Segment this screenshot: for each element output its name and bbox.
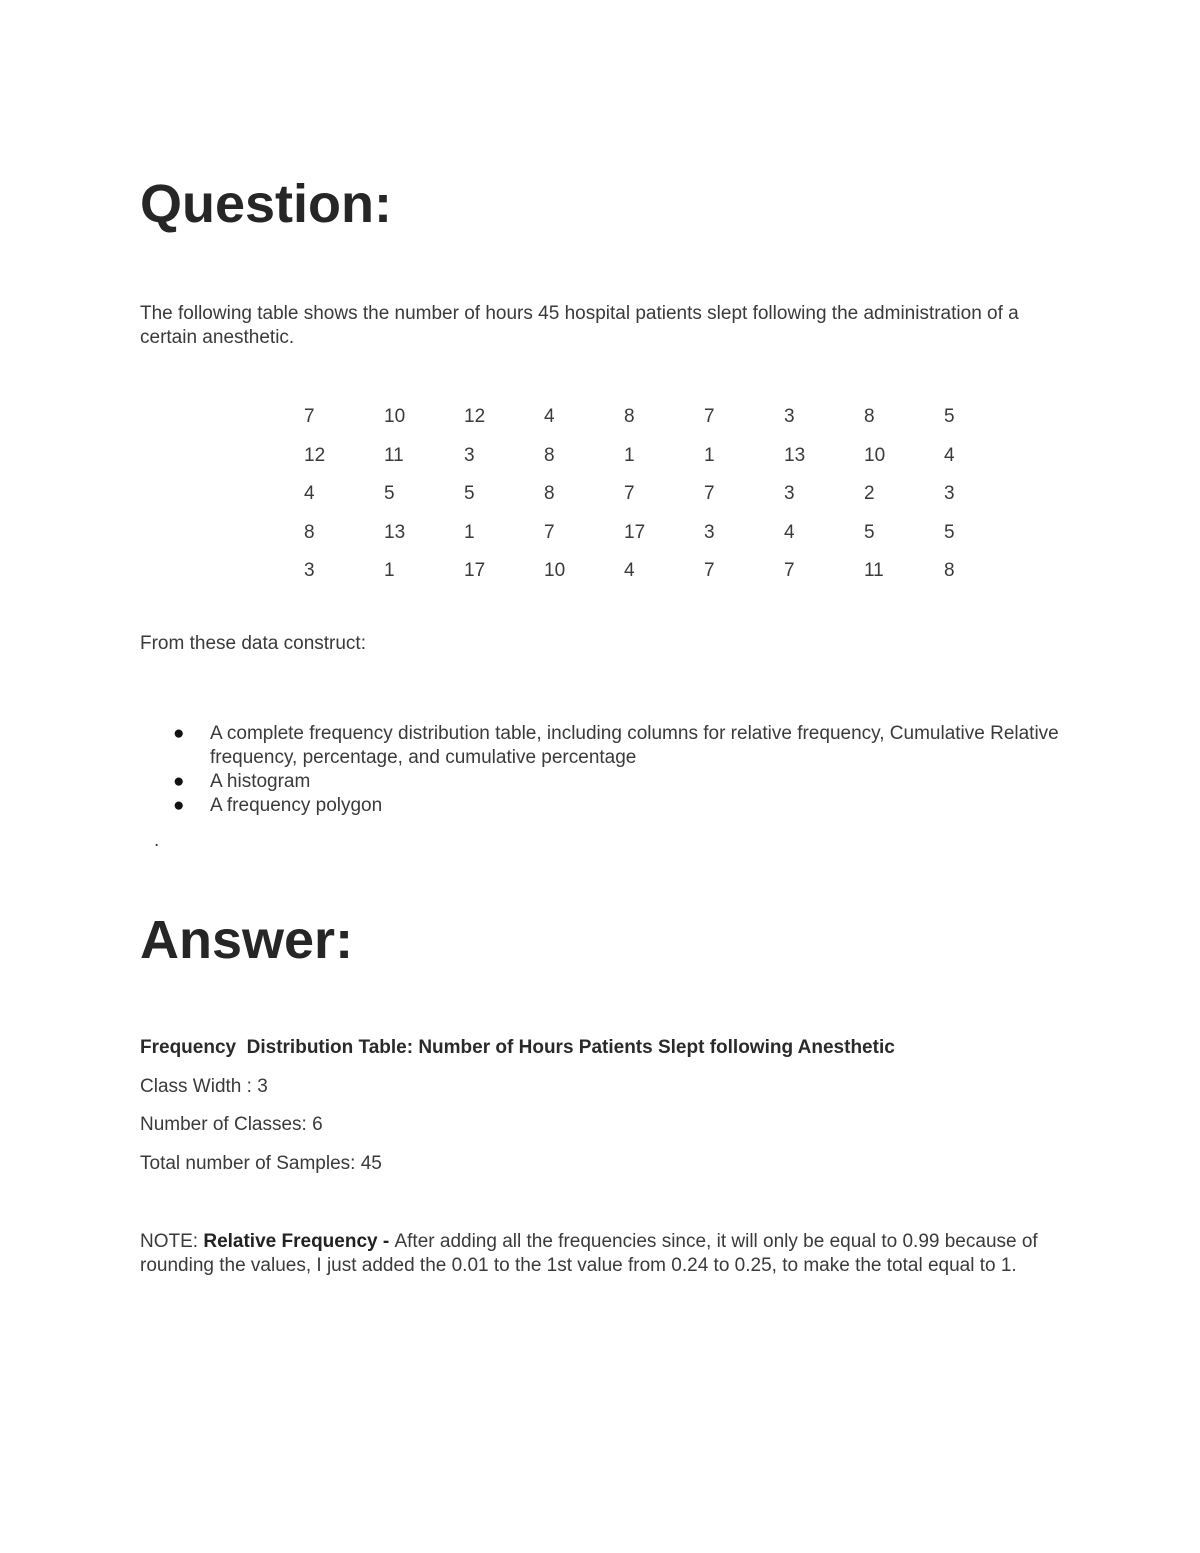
table-row [304, 437, 1024, 476]
task-item-frequency-table [140, 722, 1060, 770]
task-text: A complete frequency distribution table, including columns for relative frequency, Cumulative Relative frequency, percentage, and cumulative percentage [210, 723, 1059, 768]
class-width: Class Width : 3 [140, 1076, 268, 1097]
table-cell: 8 [544, 444, 555, 466]
table-cell: 2 [864, 483, 875, 505]
note-text: After adding all the frequencies since, it will only be equal to 0.99 because of rounding the values, I just added the 0.01 to the 1st value from 0.24 to 0.25, to make the total equal to 1. [140, 1231, 1038, 1276]
table-cell: 7 [704, 483, 715, 505]
table-cell: 3 [784, 483, 795, 505]
table-cell: 4 [304, 483, 315, 505]
table-cell: 13 [784, 444, 806, 466]
hours-data-table [304, 398, 1024, 591]
table-cell: 17 [464, 560, 486, 582]
table-cell: 8 [944, 560, 955, 582]
table-cell: 1 [384, 560, 395, 582]
table-cell: 3 [704, 521, 715, 543]
table-cell: 17 [624, 521, 646, 543]
table-cell: 4 [944, 444, 955, 466]
table-row [304, 552, 1024, 591]
table-cell: 5 [464, 483, 475, 505]
table-cell: 12 [304, 444, 326, 466]
task-item-histogram [140, 770, 1060, 794]
table-row [304, 514, 1024, 553]
number-of-classes: Number of Classes: 6 [140, 1114, 323, 1135]
table-cell: 8 [624, 406, 635, 428]
table-cell: 5 [944, 521, 955, 543]
table-cell: 11 [864, 560, 884, 582]
trailing-mark: . [154, 830, 160, 851]
table-cell: 10 [384, 406, 406, 428]
table-cell: 11 [384, 444, 404, 466]
table-cell: 7 [544, 521, 555, 543]
table-cell: 3 [944, 483, 955, 505]
table-cell: 10 [544, 560, 566, 582]
table-cell: 3 [304, 560, 315, 582]
table-cell: 8 [304, 521, 315, 543]
question-intro: The following table shows the number of hours 45 hospital patients slept following the administration of a certain anesthetic. [140, 303, 1019, 348]
answer-heading: Answer: [140, 910, 354, 970]
relative-frequency-note [140, 1230, 1060, 1278]
table-cell: 5 [864, 521, 875, 543]
task-text: A frequency polygon [210, 795, 383, 816]
note-bold-label: Relative Frequency - [203, 1231, 395, 1252]
table-cell: 4 [624, 560, 635, 582]
table-cell: 7 [304, 406, 315, 428]
total-samples: Total number of Samples: 45 [140, 1153, 382, 1174]
table-cell: 10 [864, 444, 886, 466]
bullet-icon: ● [173, 795, 185, 816]
task-item-frequency-polygon [140, 794, 1060, 818]
table-cell: 1 [464, 521, 475, 543]
bullet-icon: ● [173, 771, 185, 792]
question-heading: Question: [140, 174, 392, 234]
construct-label: From these data construct: [140, 633, 366, 654]
table-cell: 5 [384, 483, 395, 505]
table-cell: 8 [544, 483, 555, 505]
task-text: A histogram [210, 771, 311, 792]
table-cell: 7 [704, 560, 715, 582]
table-cell: 7 [784, 560, 795, 582]
table-cell: 4 [784, 521, 795, 543]
task-list [140, 722, 1060, 818]
frequency-table-title: Frequency Distribution Table: Number of Hours Patients Slept following Anesthetic [140, 1037, 895, 1058]
table-cell: 3 [784, 406, 795, 428]
table-cell: 1 [704, 444, 715, 466]
table-cell: 4 [544, 406, 555, 428]
table-cell: 13 [384, 521, 406, 543]
table-cell: 7 [704, 406, 715, 428]
table-cell: 3 [464, 444, 475, 466]
table-cell: 12 [464, 406, 486, 428]
table-row [304, 475, 1024, 514]
table-cell: 1 [624, 444, 635, 466]
table-cell: 5 [944, 406, 955, 428]
table-cell: 8 [864, 406, 875, 428]
table-cell: 7 [624, 483, 635, 505]
note-prefix: NOTE: [140, 1231, 204, 1252]
table-row [304, 398, 1024, 437]
bullet-icon: ● [173, 723, 185, 744]
